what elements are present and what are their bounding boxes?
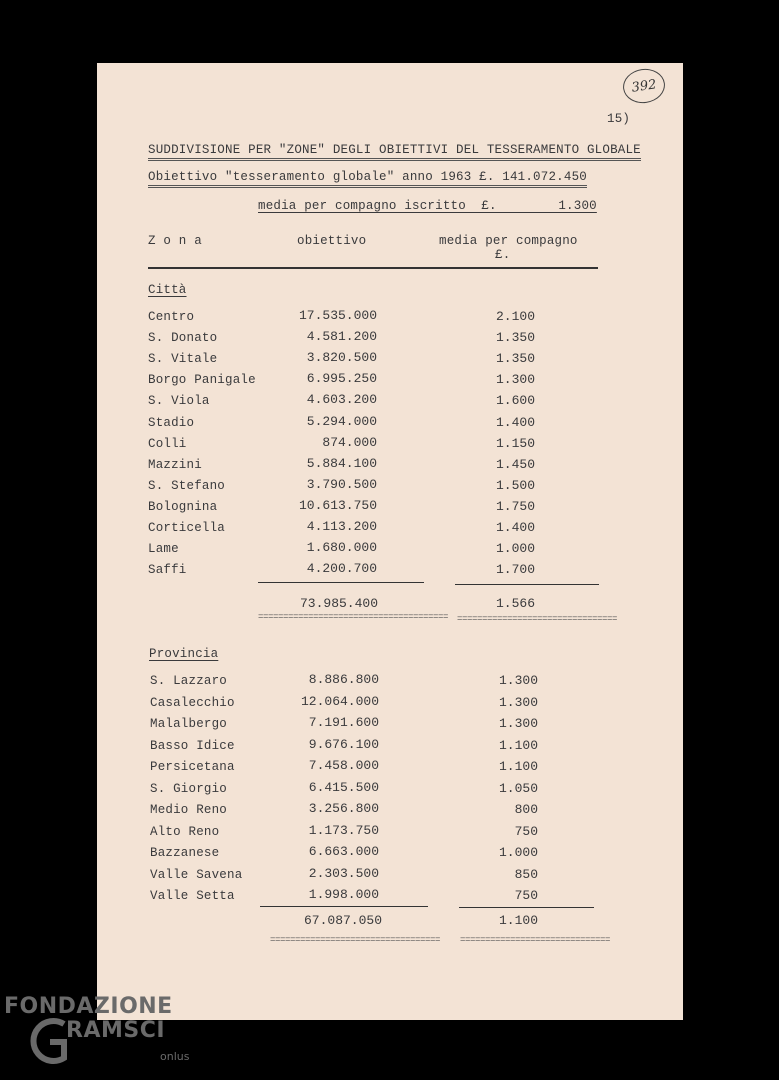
- provincia-row-media: 750: [514, 823, 538, 839]
- provincia-row-obiettivo: 3.256.800: [308, 801, 379, 816]
- citta-row-obiettivo: 1.680.000: [306, 540, 377, 556]
- provincia-double-rule-media: ==============================: [460, 935, 611, 945]
- citta-row-media: 1.350: [495, 330, 535, 346]
- citta-row-media: 2.100: [495, 309, 535, 324]
- provincia-row-obiettivo: 1.998.000: [308, 887, 379, 902]
- citta-row-zona: S. Viola: [148, 394, 210, 409]
- provincia-row-media: 1.050: [498, 780, 538, 796]
- citta-row-zona: Stadio: [148, 415, 195, 430]
- citta-total-obiettivo: 73.985.400: [299, 596, 378, 611]
- provincia-row-obiettivo: 8.886.800: [308, 672, 379, 687]
- citta-row-media: 1.450: [495, 456, 535, 472]
- citta-row-media: 1.400: [495, 520, 535, 535]
- citta-row-obiettivo: 5.884.100: [306, 455, 377, 471]
- citta-row-obiettivo: 5.294.000: [306, 413, 377, 429]
- provincia-row-zona: Persicetana: [150, 760, 235, 774]
- provincia-row-obiettivo: 7.458.000: [308, 758, 379, 773]
- citta-row-obiettivo: 10.613.750: [298, 497, 377, 513]
- logo-line2: RAMSCI: [66, 1018, 166, 1043]
- provincia-sum-rule-obiettivo: [260, 906, 428, 907]
- citta-row-media: 1.000: [495, 541, 535, 557]
- provincia-row-obiettivo: 7.191.600: [308, 715, 379, 730]
- provincia-row-media: 1.000: [498, 845, 538, 860]
- provincia-row-media: 800: [514, 802, 538, 817]
- header-media: media per compagno: [439, 234, 578, 248]
- citta-row-media: 1.300: [495, 372, 535, 388]
- citta-row-obiettivo: 4.113.200: [306, 519, 377, 534]
- citta-row-obiettivo: 874.000: [322, 434, 377, 450]
- citta-row-obiettivo: 4.603.200: [306, 392, 377, 408]
- citta-row-media: 1.700: [495, 562, 535, 578]
- citta-row-obiettivo: 6.995.250: [306, 371, 377, 387]
- logo-g-icon: [30, 1016, 70, 1066]
- provincia-row-zona: Bazzanese: [150, 846, 220, 860]
- provincia-sum-rule-media: [459, 907, 594, 908]
- citta-row-media: 1.750: [495, 498, 535, 514]
- provincia-row-zona: S. Giorgio: [150, 781, 228, 796]
- citta-row-zona: Mazzini: [148, 457, 202, 472]
- provincia-row-zona: Casalecchio: [150, 695, 235, 710]
- citta-row-obiettivo: 3.820.500: [306, 350, 377, 366]
- citta-row-zona: S. Donato: [148, 331, 218, 346]
- citta-row-zona: Colli: [148, 436, 187, 451]
- section-citta-label: Città: [148, 283, 187, 297]
- header-media-unit: £.: [495, 248, 511, 262]
- provincia-row-obiettivo: 12.064.000: [300, 693, 379, 709]
- header-obiettivo: obiettivo: [297, 234, 367, 248]
- citta-double-rule-obiettivo: ======================================: [258, 612, 449, 622]
- provincia-row-zona: Malalbergo: [150, 717, 228, 731]
- provincia-row-media: 1.100: [498, 759, 538, 774]
- page-title: SUDDIVISIONE PER "ZONE" DEGLI OBIETTIVI DEL TESSERAMENTO GLOBALE: [148, 143, 641, 161]
- citta-double-rule-media: ================================: [457, 614, 618, 624]
- media-line: media per compagno iscritto £. 1.300: [258, 199, 597, 213]
- citta-row-media: 1.350: [495, 351, 535, 367]
- provincia-row-zona: Medio Reno: [150, 803, 228, 817]
- citta-row-media: 1.600: [495, 393, 535, 409]
- header-divider: [148, 267, 598, 269]
- provincia-row-obiettivo: 6.415.500: [308, 779, 379, 795]
- citta-row-zona: S. Vitale: [148, 352, 218, 367]
- provincia-row-zona: Valle Savena: [150, 867, 243, 882]
- citta-row-zona: Borgo Panigale: [148, 373, 256, 388]
- citta-row-media: 1.150: [495, 435, 535, 451]
- provincia-row-media: 1.300: [498, 716, 538, 731]
- provincia-row-obiettivo: 9.676.100: [308, 736, 379, 752]
- provincia-row-obiettivo: 6.663.000: [308, 844, 379, 859]
- citta-row-zona: Corticella: [148, 521, 226, 535]
- provincia-row-zona: Alto Reno: [150, 824, 220, 839]
- logo-line1: FONDAZIONE: [4, 994, 173, 1019]
- citta-row-zona: Centro: [148, 310, 195, 324]
- provincia-row-zona: Valle Setta: [150, 889, 235, 903]
- provincia-row-obiettivo: 1.173.750: [308, 822, 379, 838]
- provincia-row-zona: S. Lazzaro: [150, 674, 228, 688]
- citta-row-obiettivo: 3.790.500: [306, 476, 377, 492]
- citta-sum-rule-media: [455, 584, 599, 585]
- section-provincia-label: Provincia: [149, 647, 219, 661]
- citta-row-media: 1.400: [495, 414, 535, 430]
- citta-row-zona: Lame: [148, 542, 179, 557]
- provincia-total-obiettivo: 67.087.050: [303, 913, 382, 928]
- citta-sum-rule-obiettivo: [258, 582, 424, 583]
- provincia-row-media: 850: [514, 866, 538, 882]
- provincia-row-zona: Basso Idice: [150, 738, 235, 753]
- citta-row-obiettivo: 4.200.700: [306, 561, 377, 577]
- citta-row-zona: Bolognina: [148, 499, 218, 514]
- citta-row-zona: S. Stefano: [148, 478, 226, 493]
- fondazione-gramsci-logo: [2, 994, 192, 1074]
- provincia-row-media: 1.300: [498, 694, 538, 710]
- provincia-row-media: 1.100: [498, 737, 538, 753]
- citta-row-media: 1.500: [495, 477, 535, 493]
- provincia-total-media: 1.100: [498, 913, 538, 928]
- citta-row-obiettivo: 17.535.000: [298, 308, 377, 323]
- logo-line3: onlus: [160, 1050, 190, 1063]
- provincia-row-media: 1.300: [498, 673, 538, 688]
- provincia-double-rule-obiettivo: ==================================: [270, 935, 441, 945]
- citta-row-obiettivo: 4.581.200: [306, 329, 377, 345]
- citta-row-zona: Saffi: [148, 563, 187, 578]
- citta-total-media: 1.566: [495, 596, 535, 611]
- objective-line: Obiettivo "tesseramento globale" anno 1963 £. 141.072.450: [148, 170, 587, 188]
- provincia-row-obiettivo: 2.303.500: [308, 865, 379, 881]
- page-number: 15): [607, 112, 631, 126]
- provincia-row-media: 750: [514, 888, 538, 903]
- header-zona: Z o n a: [148, 234, 202, 248]
- archive-stamp: 392: [621, 66, 667, 106]
